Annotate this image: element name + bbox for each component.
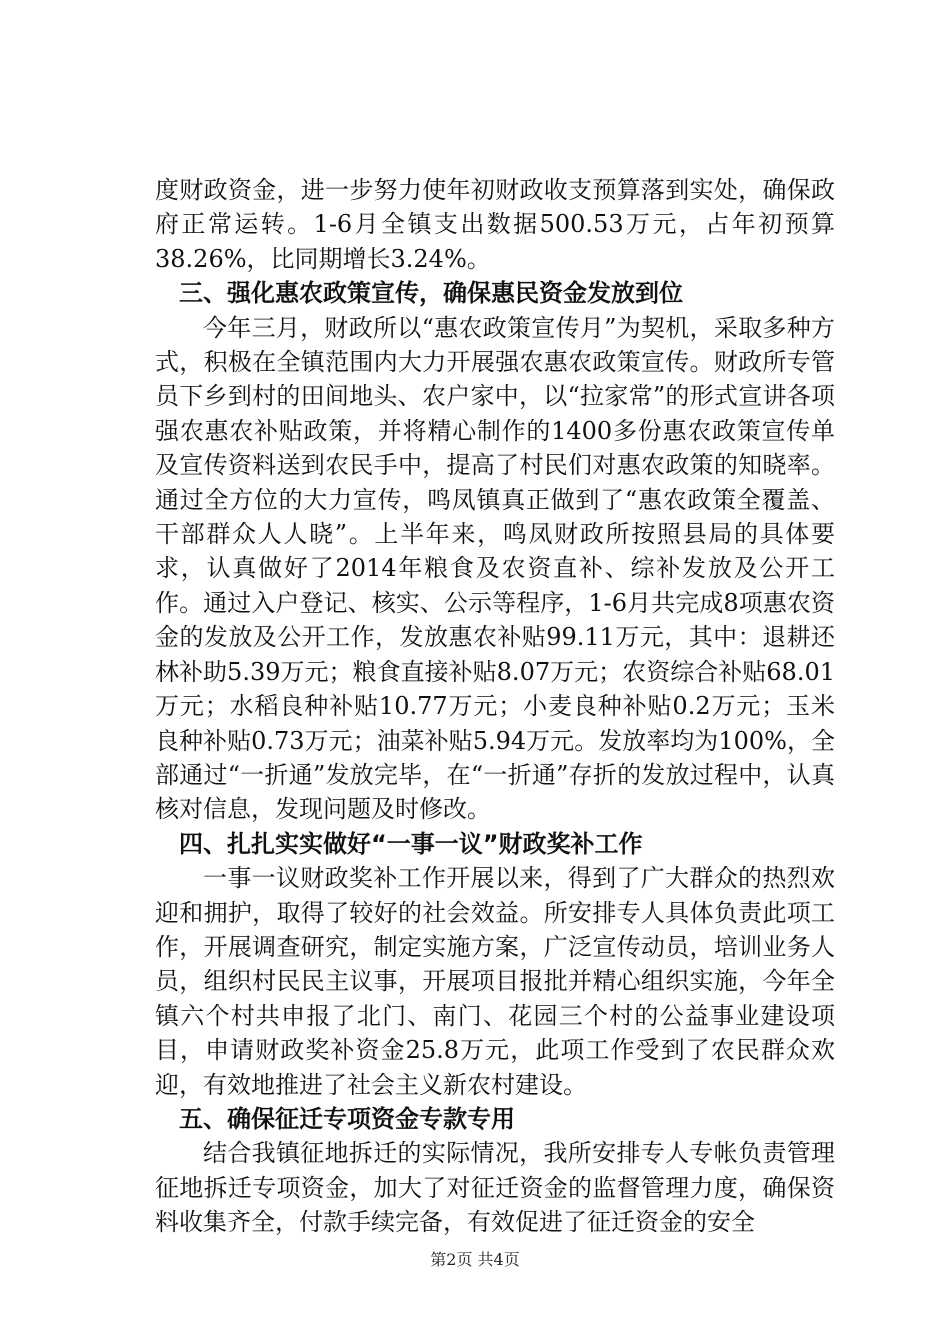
section-heading-3: 三、强化惠农政策宣传，确保惠民资金发放到位 [179,279,683,308]
page-footer: 第2页 共4页 [430,1250,520,1269]
paragraph-section-5: 结合我镇征地拆迁的实际情况，我所安排专人专帐负责管理征地拆迁专项资金，加大了对征迁资金的监督管理力度，确保资料收集齐全，付款手续完备，有效促进了征迁资金的安全 [155,1139,835,1237]
paragraph-continued: 度财政资金，进一步努力使年初财政收支预算落到实处，确保政府正常运转。1-6月全镇支出数据500.53万元，占年初预算38.26%，比同期增长3.24%。 [155,176,835,273]
section-heading-5: 五、确保征迁专项资金专款专用 [179,1104,515,1133]
paragraph-section-4: 一事一议财政奖补工作开展以来，得到了广大群众的热烈欢迎和拥护，取得了较好的社会效益。所安排专人具体负责此项工作，开展调查研究，制定实施方案，广泛宣传动员，培训业务人员，组织村民民主议事，开展项目报批并精心组织实施，今年全镇六个村共申报了北门、南门、花园三个村的公益事业建设项目，申请财政奖补资金25.8万元，此项工作受到了农民群众欢迎，有效地推进了社会主义新农村建设。 [155,864,835,1099]
paragraph-section-3: 今年三月，财政所以“惠农政策宣传月”为契机，采取多种方式，积极在全镇范围内大力开展强农惠农政策宣传。财政所专管员下乡到村的田间地头、农户家中，以“拉家常”的形式宣讲各项强农惠农补贴政策，并将精心制作的1400多份惠农政策宣传单及宣传资料送到农民手中，提高了村民们对惠农政策的知晓率。通过全方位的大力宣传，鸣凤镇真正做到了“惠农政策全覆盖、干部群众人人晓”。上半年来，鸣凤财政所按照县局的具体要求，认真做好了2014年粮食及农资直补、综补发放及公开工作。通过入户登记、核实、公示等程序，1-6月共完成8项惠农资金的发放及公开工作，发放惠农补贴99.11万元，其中：退耕还林补助5.39万元；粮食直接补贴8.07万元；农资综合补贴68.01万元；水稻良种补贴10.77万元；小麦良种补贴0.2万元；玉米良种补贴0.73万元；油菜补贴5.94万元。发放率均为100%，全部通过“一折通”发放完毕，在“一折通”存折的发放过程中，认真核对信息，发现问题及时修改。 [155,313,835,824]
section-heading-4: 四、扎扎实实做好“一事一议”财政奖补工作 [179,829,643,858]
document-body [155,173,835,1240]
